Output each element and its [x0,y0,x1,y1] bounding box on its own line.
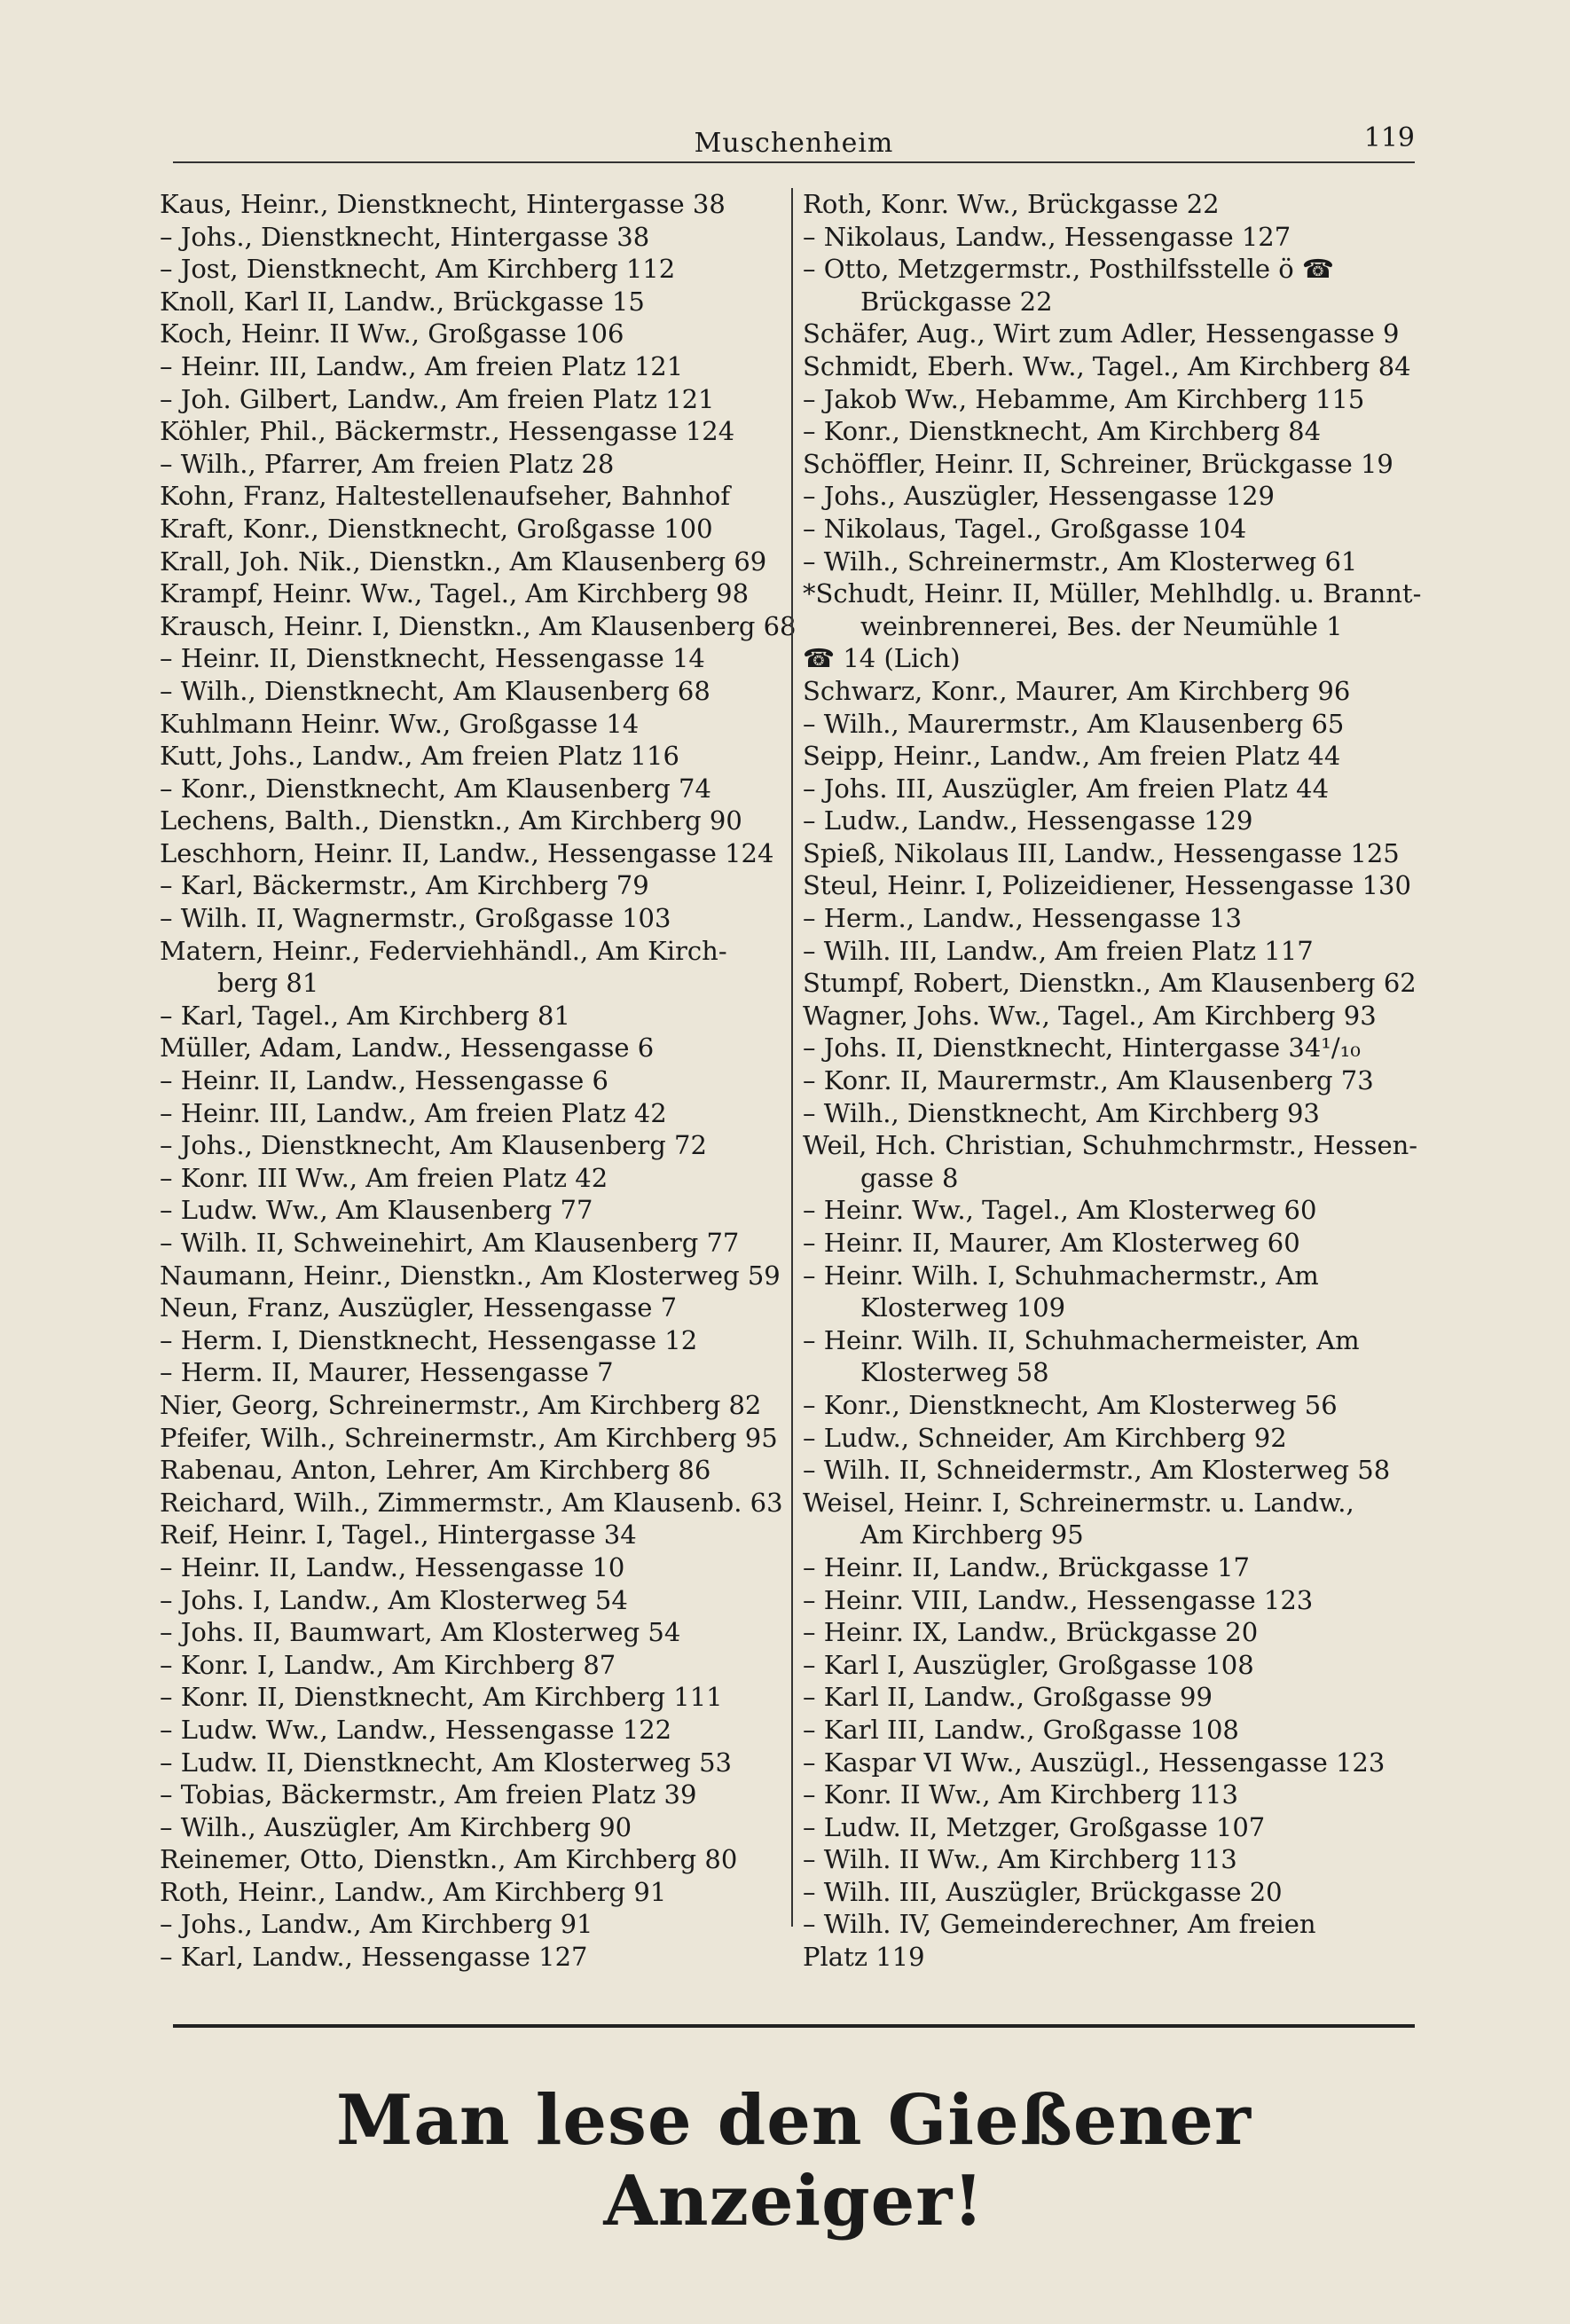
directory-entry: Schöffler, Heinr. II, Schreiner, Brückgasse 19 [803,448,1393,479]
directory-entry: – Ludw., Schneider, Am Kirchberg 92 [803,1422,1287,1453]
directory-entry: – Wilh. III, Auszügler, Brückgasse 20 [803,1876,1283,1907]
directory-entry: – Heinr. II, Landw., Brückgasse 17 [803,1551,1250,1582]
directory-entry: Weisel, Heinr. I, Schreinermstr. u. Landw., [803,1487,1354,1518]
directory-entry: Kaus, Heinr., Dienstknecht, Hintergasse 38 [160,189,726,219]
directory-entry: – Wilh. II, Schweinehirt, Am Klausenberg 77 [160,1228,740,1258]
directory-entry: – Konr. II, Maurermstr., Am Klausenberg 73 [803,1065,1374,1096]
directory-entry: gasse 8 [860,1162,959,1193]
directory-entry: – Wilh. II, Schneidermstr., Am Klosterweg 58 [803,1455,1391,1486]
directory-entry: Kutt, Johs., Landw., Am freien Platz 116 [160,741,679,772]
directory-entry: – Wilh. II Ww., Am Kirchberg 113 [803,1844,1237,1875]
directory-entry: – Wilh., Pfarrer, Am freien Platz 28 [160,448,615,479]
footer-rule [173,2024,1415,2028]
directory-entry: – Heinr. Wilh. I, Schuhmachermstr., Am [803,1260,1319,1291]
directory-entry: – Johs., Landw., Am Kirchberg 91 [160,1909,593,1940]
directory-entry: – Johs. III, Auszügler, Am freien Platz 44 [803,773,1330,804]
directory-entry: – Konr., Dienstknecht, Am Kirchberg 84 [803,416,1322,447]
directory-entry: – Joh. Gilbert, Landw., Am freien Platz 121 [160,383,715,414]
directory-entry: – Otto, Metzgermstr., Posthilfsstelle ö ☎ [803,254,1335,285]
directory-entry: Matern, Heinr., Federviehhändl., Am Kirch- [160,935,727,966]
directory-entry: Nier, Georg, Schreinermstr., Am Kirchberg 82 [160,1389,762,1420]
directory-entry: – Johs., Auszügler, Hessengasse 129 [803,481,1275,512]
directory-entry: ☎ 14 (Lich) [803,643,961,674]
directory-entry: – Wilh. II, Wagnermstr., Großgasse 103 [160,903,671,934]
directory-entry: – Konr. II, Dienstknecht, Am Kirchberg 111 [160,1682,723,1713]
directory-entry: weinbrennerei, Bes. der Neumühle 1 [860,610,1343,641]
directory-entry: – Heinr. Wilh. II, Schuhmachermeister, Am [803,1324,1360,1355]
directory-entry: – Heinr. II, Maurer, Am Klosterweg 60 [803,1228,1300,1258]
directory-entry: – Heinr. Ww., Tagel., Am Klosterweg 60 [803,1195,1317,1226]
directory-entry: – Konr. I, Landw., Am Kirchberg 87 [160,1649,616,1680]
directory-entry: – Johs., Dienstknecht, Hintergasse 38 [160,221,650,252]
page-header [173,122,1415,167]
directory-entry: – Heinr. III, Landw., Am freien Platz 121 [160,350,684,381]
directory-entry: – Wilh., Auszügler, Am Kirchberg 90 [160,1811,632,1842]
directory-entry: – Tobias, Bäckermstr., Am freien Platz 39 [160,1779,697,1810]
directory-entry: – Wilh., Dienstknecht, Am Kirchberg 93 [803,1097,1320,1128]
directory-entry: – Wilh. IV, Gemeinderechner, Am freien [803,1909,1316,1940]
left-column [160,188,797,1974]
directory-entry: Klosterweg 58 [860,1357,1049,1388]
directory-entry: Krall, Joh. Nik., Dienstkn., Am Klausenberg 69 [160,546,767,577]
directory-entry: Leschhorn, Heinr. II, Landw., Hessengasse 124 [160,837,774,868]
directory-entry: – Ludw., Landw., Hessengasse 129 [803,805,1253,836]
directory-entry: – Wilh. III, Landw., Am freien Platz 117 [803,935,1314,966]
directory-entry: – Wilh., Dienstknecht, Am Klausenberg 68 [160,675,710,706]
directory-entry: Roth, Heinr., Landw., Am Kirchberg 91 [160,1876,667,1907]
directory-entry: – Karl II, Landw., Großgasse 99 [803,1682,1213,1713]
directory-entry: – Konr. III Ww., Am freien Platz 42 [160,1162,608,1193]
column-divider [791,188,793,1927]
page-title: Muschenheim [694,128,894,159]
directory-entry: Spieß, Nikolaus III, Landw., Hessengasse 125 [803,837,1400,868]
directory-entry: Kuhlmann Heinr. Ww., Großgasse 14 [160,708,640,739]
directory-entry: – Kaspar VI Ww., Auszügl., Hessengasse 123 [803,1747,1386,1778]
directory-entry: *Schudt, Heinr. II, Müller, Mehlhdlg. u. Brannt- [803,578,1422,609]
directory-entry: Koch, Heinr. II Ww., Großgasse 106 [160,318,624,349]
directory-entry: – Ludw. II, Dienstknecht, Am Klosterweg 53 [160,1747,732,1778]
directory-entry: – Nikolaus, Landw., Hessengasse 127 [803,221,1291,252]
directory-entry: – Johs. II, Dienstknecht, Hintergasse 34¹/₁₀ [803,1032,1361,1064]
directory-entry: Kohn, Franz, Haltestellenaufseher, Bahnhof [160,481,731,512]
directory-entry: – Karl, Bäckermstr., Am Kirchberg 79 [160,870,649,901]
directory-entry: – Ludw. Ww., Am Klausenberg 77 [160,1195,593,1226]
page-number: 119 [1363,122,1415,153]
directory-entry: Neun, Franz, Auszügler, Hessengasse 7 [160,1292,678,1323]
directory-entry: – Heinr. IX, Landw., Brückgasse 20 [803,1617,1259,1648]
directory-entry: Schwarz, Konr., Maurer, Am Kirchberg 96 [803,675,1351,706]
directory-entry: – Herm. I, Dienstknecht, Hessengasse 12 [160,1324,698,1355]
directory-entry: berg 81 [217,968,319,999]
directory-entry: Kraft, Konr., Dienstknecht, Großgasse 100 [160,513,713,544]
directory-entry: Steul, Heinr. I, Polizeidiener, Hessengasse 130 [803,870,1411,901]
directory-entry: Krausch, Heinr. I, Dienstkn., Am Klausenberg 68 [160,610,797,641]
directory-entry: – Heinr. VIII, Landw., Hessengasse 123 [803,1584,1314,1615]
directory-entry: Knoll, Karl II, Landw., Brückgasse 15 [160,286,645,317]
directory-entry: Weil, Hch. Christian, Schuhmchrmstr., Hessen- [803,1130,1418,1161]
directory-entry: – Ludw. II, Metzger, Großgasse 107 [803,1811,1266,1842]
directory-entry: Wagner, Johs. Ww., Tagel., Am Kirchberg 93 [803,1000,1377,1031]
directory-entry: Müller, Adam, Landw., Hessengasse 6 [160,1032,655,1064]
directory-entry: – Heinr. II, Dienstknecht, Hessengasse 14 [160,643,705,674]
directory-entry: – Heinr. III, Landw., Am freien Platz 42 [160,1097,667,1128]
directory-entry: – Wilh., Maurermstr., Am Klausenberg 65 [803,708,1345,739]
directory-entry: Köhler, Phil., Bäckermstr., Hessengasse 124 [160,416,735,447]
directory-entry: – Konr., Dienstknecht, Am Klosterweg 56 [803,1389,1338,1420]
directory-entry: – Heinr. II, Landw., Hessengasse 10 [160,1551,625,1582]
directory-entry: Schäfer, Aug., Wirt zum Adler, Hessengasse 9 [803,318,1400,349]
directory-entry: – Konr., Dienstknecht, Am Klausenberg 74 [160,773,711,804]
directory-entry: – Konr. II Ww., Am Kirchberg 113 [803,1779,1238,1810]
header-rule [173,161,1415,163]
directory-entry: Reinemer, Otto, Dienstkn., Am Kirchberg 80 [160,1844,738,1875]
directory-entry: – Karl, Landw., Hessengasse 127 [160,1942,588,1973]
right-column [803,188,1422,1974]
directory-entry: Stumpf, Robert, Dienstkn., Am Klausenberg 62 [803,968,1417,999]
directory-entry: – Karl III, Landw., Großgasse 108 [803,1714,1239,1745]
advertisement-banner: Man lese den Gießener Anzeiger! [336,2080,1252,2242]
directory-entry: – Karl I, Auszügler, Großgasse 108 [803,1649,1254,1680]
directory-entry: Schmidt, Eberh. Ww., Tagel., Am Kirchberg 84 [803,350,1411,381]
directory-entry: – Karl, Tagel., Am Kirchberg 81 [160,1000,570,1031]
directory-entry: Brückgasse 22 [860,286,1053,317]
directory-entry: Pfeifer, Wilh., Schreinermstr., Am Kirchberg 95 [160,1422,778,1453]
directory-entry: Seipp, Heinr., Landw., Am freien Platz 44 [803,741,1341,772]
directory-entry: Reichard, Wilh., Zimmermstr., Am Klausenb. 63 [160,1487,783,1518]
directory-entry: Naumann, Heinr., Dienstkn., Am Klosterweg 59 [160,1260,781,1291]
directory-entry: – Herm. II, Maurer, Hessengasse 7 [160,1357,614,1388]
directory-entry: – Johs., Dienstknecht, Am Klausenberg 72 [160,1130,707,1161]
directory-entry: – Herm., Landw., Hessengasse 13 [803,903,1242,934]
directory-entry: Lechens, Balth., Dienstkn., Am Kirchberg 90 [160,805,742,836]
directory-entry: – Ludw. Ww., Landw., Hessengasse 122 [160,1714,672,1745]
directory-entry: – Wilh., Schreinermstr., Am Klosterweg 61 [803,546,1358,577]
directory-entry: Am Kirchberg 95 [860,1519,1084,1551]
directory-entry: – Heinr. II, Landw., Hessengasse 6 [160,1065,608,1096]
directory-entry: Platz 119 [803,1942,925,1973]
directory-entry: Reif, Heinr. I, Tagel., Hintergasse 34 [160,1519,637,1551]
directory-entry: Klosterweg 109 [860,1292,1066,1323]
directory-entry: – Jost, Dienstknecht, Am Kirchberg 112 [160,254,676,285]
directory-entry: – Johs. II, Baumwart, Am Klosterweg 54 [160,1617,681,1648]
directory-entry: Roth, Konr. Ww., Brückgasse 22 [803,189,1220,219]
directory-entry: Krampf, Heinr. Ww., Tagel., Am Kirchberg 98 [160,578,750,609]
directory-entry: – Jakob Ww., Hebamme, Am Kirchberg 115 [803,383,1365,414]
directory-entry: Rabenau, Anton, Lehrer, Am Kirchberg 86 [160,1455,711,1486]
directory-entry: – Nikolaus, Tagel., Großgasse 104 [803,513,1247,544]
directory-entry: – Johs. I, Landw., Am Klosterweg 54 [160,1584,628,1615]
